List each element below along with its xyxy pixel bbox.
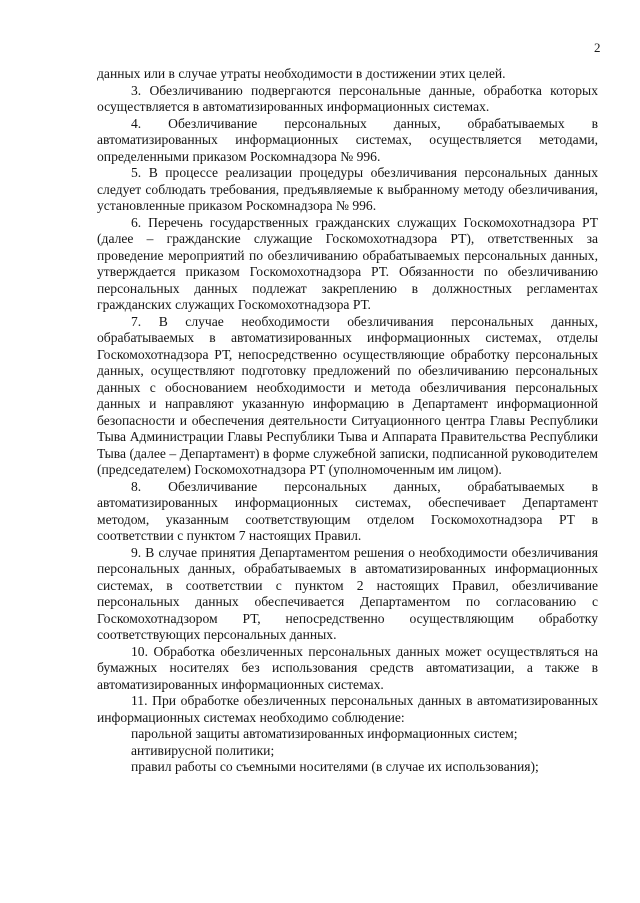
paragraph-9: 9. В случае принятия Департаментом решения о необходимости обезличивания персональных данных, обрабатываемых в автоматизированных информационных системах, в соответствии с пунктом 2 настоящих Правил, обезличивание персональных данных обеспечивается Департаментом по согласованию с Госкомохотнадзором РТ, непосредственно осуществляющим обработку соответствующих персональных данных. [97, 544, 598, 642]
document-body [97, 66, 598, 776]
paragraph-5: 5. В процессе реализации процедуры обезличивания персональных данных следует соблюдать требования, предъявляемые к выбранному методу обезличивания, установленные приказом Роскомнадзора № 996. [97, 165, 598, 213]
paragraph-4: 4. Обезличивание персональных данных, обрабатываемых в автоматизированных информационных системах, осуществляется методами, определенными приказом Роскомнадзора № 996. [97, 115, 598, 164]
paragraph-10: 10. Обработка обезличенных персональных данных может осуществляться на бумажных носителях без использования средств автоматизации, а также в автоматизированных информационных системах. [97, 643, 598, 692]
paragraph-6: 6. Перечень государственных гражданских служащих Госкомохотнадзора РТ (далее – гражданские служащие Госкомохотнадзора РТ), ответственных за проведение мероприятий по обезличиванию обрабатываемых персональных данных, утверждается приказом Госкомохотнадзора РТ. Обязанности по обезличиванию персональных данных подлежат закреплению в должностных регламентах гражданских служащих Госкомохотнадзора РТ. [97, 214, 598, 312]
list-item: антивирусной политики; [131, 742, 275, 758]
paragraph-continuation: данных или в случае утраты необходимости в достижении этих целей. [97, 66, 506, 81]
list-item: парольной защиты автоматизированных информационных систем; [131, 726, 518, 741]
list-item: правил работы со съемными носителями (в случае их использования); [131, 759, 539, 774]
paragraph-7: 7. В случае необходимости обезличивания персональных данных, обрабатываемых в автоматизированных информационных системах, отделы Госкомохотнадзора РТ, непосредственно осуществляющие обработку персональных данных, осуществляют подготовку предложений по обезличиванию персональных данных с обоснованием необходимости и метода обезличивания персональных данных и направляют указанную информацию в Департамент информационной безопасности и обеспечения деятельности Ситуационного центра Главы Республики Тыва Администрации Главы Республики Тыва и Аппарата Правительства Республики Тыва (далее – Департамент) в форме служебной записки, подписанной руководителем (председателем) Госкомохотнадзора РТ (уполномоченным им лицом). [97, 313, 598, 477]
page-number: 2 [594, 40, 601, 55]
paragraph-11: 11. При обработке обезличенных персональных данных в автоматизированных информационных системах необходимо соблюдение: [97, 693, 598, 725]
paragraph-8: 8. Обезличивание персональных данных, обрабатываемых в автоматизированных информационных системах, обеспечивает Департамент методом, указанным соответствующим отделом Госкомохотнадзора РТ в соответствии с пунктом 7 настоящих Правил. [97, 478, 598, 543]
paragraph-3: 3. Обезличиванию подвергаются персональные данные, обработка которых осуществляется в автоматизированных информационных системах. [97, 82, 598, 114]
